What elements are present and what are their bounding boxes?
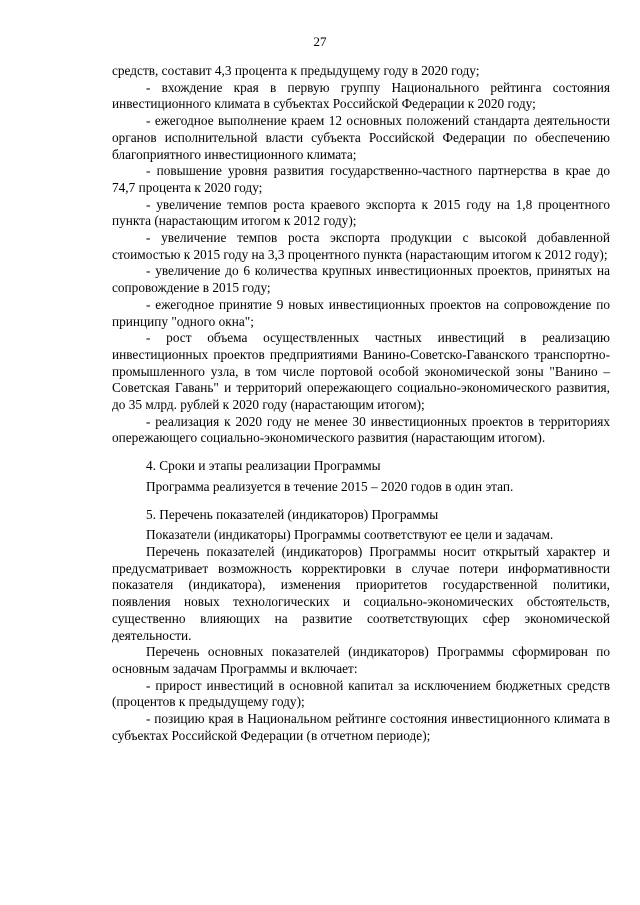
bullet-item: - увеличение темпов роста экспорта продукции с высокой добавленной стоимостью к 2015 году на 3,3 процентного пункта (нарастающим итогом к 2012 году); [112,230,610,262]
section-heading: 5. Перечень показателей (индикаторов) Программы [146,506,439,522]
bullet-item: - повышение уровня развития государственно-частного партнерства в крае до 74,7 процента к 2020 году; [112,163,610,195]
bullet-item: - вхождение края в первую группу Национального рейтинга состояния инвестиционного климата в субъектах Российской Федерации к 2020 году; [112,79,610,112]
document-body [112,63,610,744]
bullet-item: - увеличение до 6 количества крупных инвестиционных проектов, принятых на сопровождение в 2015 году; [112,263,610,296]
bullet-item: - ежегодное принятие 9 новых инвестиционных проектов на сопровождение по принципу "одного окна"; [112,296,610,329]
bullet-item: - рост объема осуществленных частных инвестиций в реализацию инвестиционных проектов предприятиями Ванино-Советско-Гаванского транспортно-промышленного узла, в том числе портовой особой экономической зоны "Ванино – Советская Гавань" и территорий опережающего социально-экономического развития, до 35 млрд. рублей к 2020 году (нарастающим итогом); [112,330,610,413]
section-paragraph: Перечень показателей (индикаторов) Программы носит открытый характер и предусматривает возможность корректировки в случае потери информативности показателя (индикатора), изменения приоритетов государственной политики, появления новых технологических и социально-экономических обстоятельств, существенно влияющих на развитие соответствующих сфер экономической деятельности. [112,543,610,643]
section-paragraph: Программа реализуется в течение 2015 – 2020 годов в один этап. [146,478,514,494]
bullet-item: - увеличение темпов роста краевого экспорта к 2015 году на 1,8 процентного пункта (нарастающим итогом к 2012 году); [112,196,610,229]
section-paragraph: Показатели (индикаторы) Программы соответствуют ее цели и задачам. [146,527,554,543]
bullet-item: - ежегодное выполнение краем 12 основных положений стандарта деятельности органов исполнительной власти субъекта Российской Федерации по обеспечению благоприятного инвестиционного климата; [112,113,610,162]
continuation-text: средств, составит 4,3 процента к предыдущему году в 2020 году; [112,63,480,78]
page-number: 27 [313,34,327,49]
section-heading: 4. Сроки и этапы реализации Программы [146,458,381,474]
bullet-item: - реализация к 2020 году не менее 30 инвестиционных проектов в территориях опережающего социально-экономического развития (нарастающим итогом). [112,413,610,446]
bullet-item: - прирост инвестиций в основной капитал за исключением бюджетных средств (процентов к предыдущему году); [112,677,610,710]
bullet-item: - позицию края в Национальном рейтинге состояния инвестиционного климата в субъектах Российской Федерации (в отчетном периоде); [112,711,610,743]
section-paragraph: Перечень основных показателей (индикаторов) Программы сформирован по основным задачам Программы и включает: [112,644,610,676]
